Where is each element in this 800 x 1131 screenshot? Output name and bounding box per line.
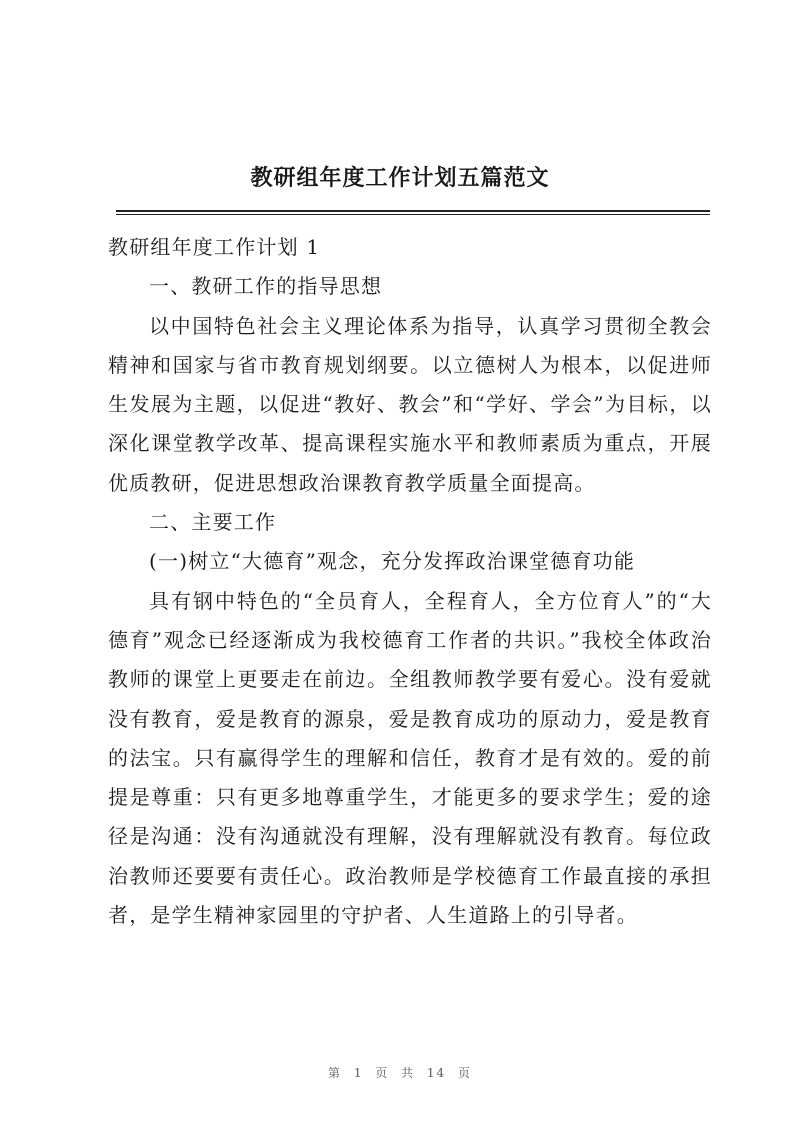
heading-main-work: 二、主要工作 [149,510,277,535]
page-title: 教研组年度工作计划五篇范文 [250,165,550,191]
title-divider [116,210,710,212]
title-divider-thin [116,214,710,215]
document-body [108,228,712,935]
paragraph-guiding-thought: 以中国特色社会主义理论体系为指导，认真学习贯彻全教会精神和国家与省市教育规划纲要。以立德树人为根本，以促进师生发展为主题，以促进“教好、教会”和“学好、学会”为目标，以深化课堂教学改革、提高课程实施水平和教师素质为重点，开展优质教研，促进思想政治课教育教学质量全面提高。 [108,313,712,495]
heading-guiding-thought: 一、教研工作的指导思想 [149,274,383,299]
section-title: 教研组年度工作计划 1 [108,235,321,259]
subheading-moral-education: (一)树立“大德育”观念，充分发挥政治课堂德育功能 [149,549,636,574]
page-number-footer: 第 1 页 共 14 页 [328,1066,472,1080]
paragraph-moral-education: 具有钢中特色的“全员育人，全程育人，全方位育人”的“大德育”观念已经逐渐成为我校德育工作者的共识。”我校全体政治教师的课堂上更要走在前边。全组教师教学要有爱心。没有爱就没有教育，爱是教育的源泉，爱是教育成功的原动力，爱是教育的法宝。只有赢得学生的理解和信任，教育才是有效的。爱的前提是尊重：只有更多地尊重学生，才能更多的要求学生；爱的途径是沟通：没有沟通就没有理解，没有理解就没有教育。每位政治教师还要要有责任心。政治教师是学校德育工作最直接的承担者，是学生精神家园里的守护者、人生道路上的引导者。 [108,588,712,928]
